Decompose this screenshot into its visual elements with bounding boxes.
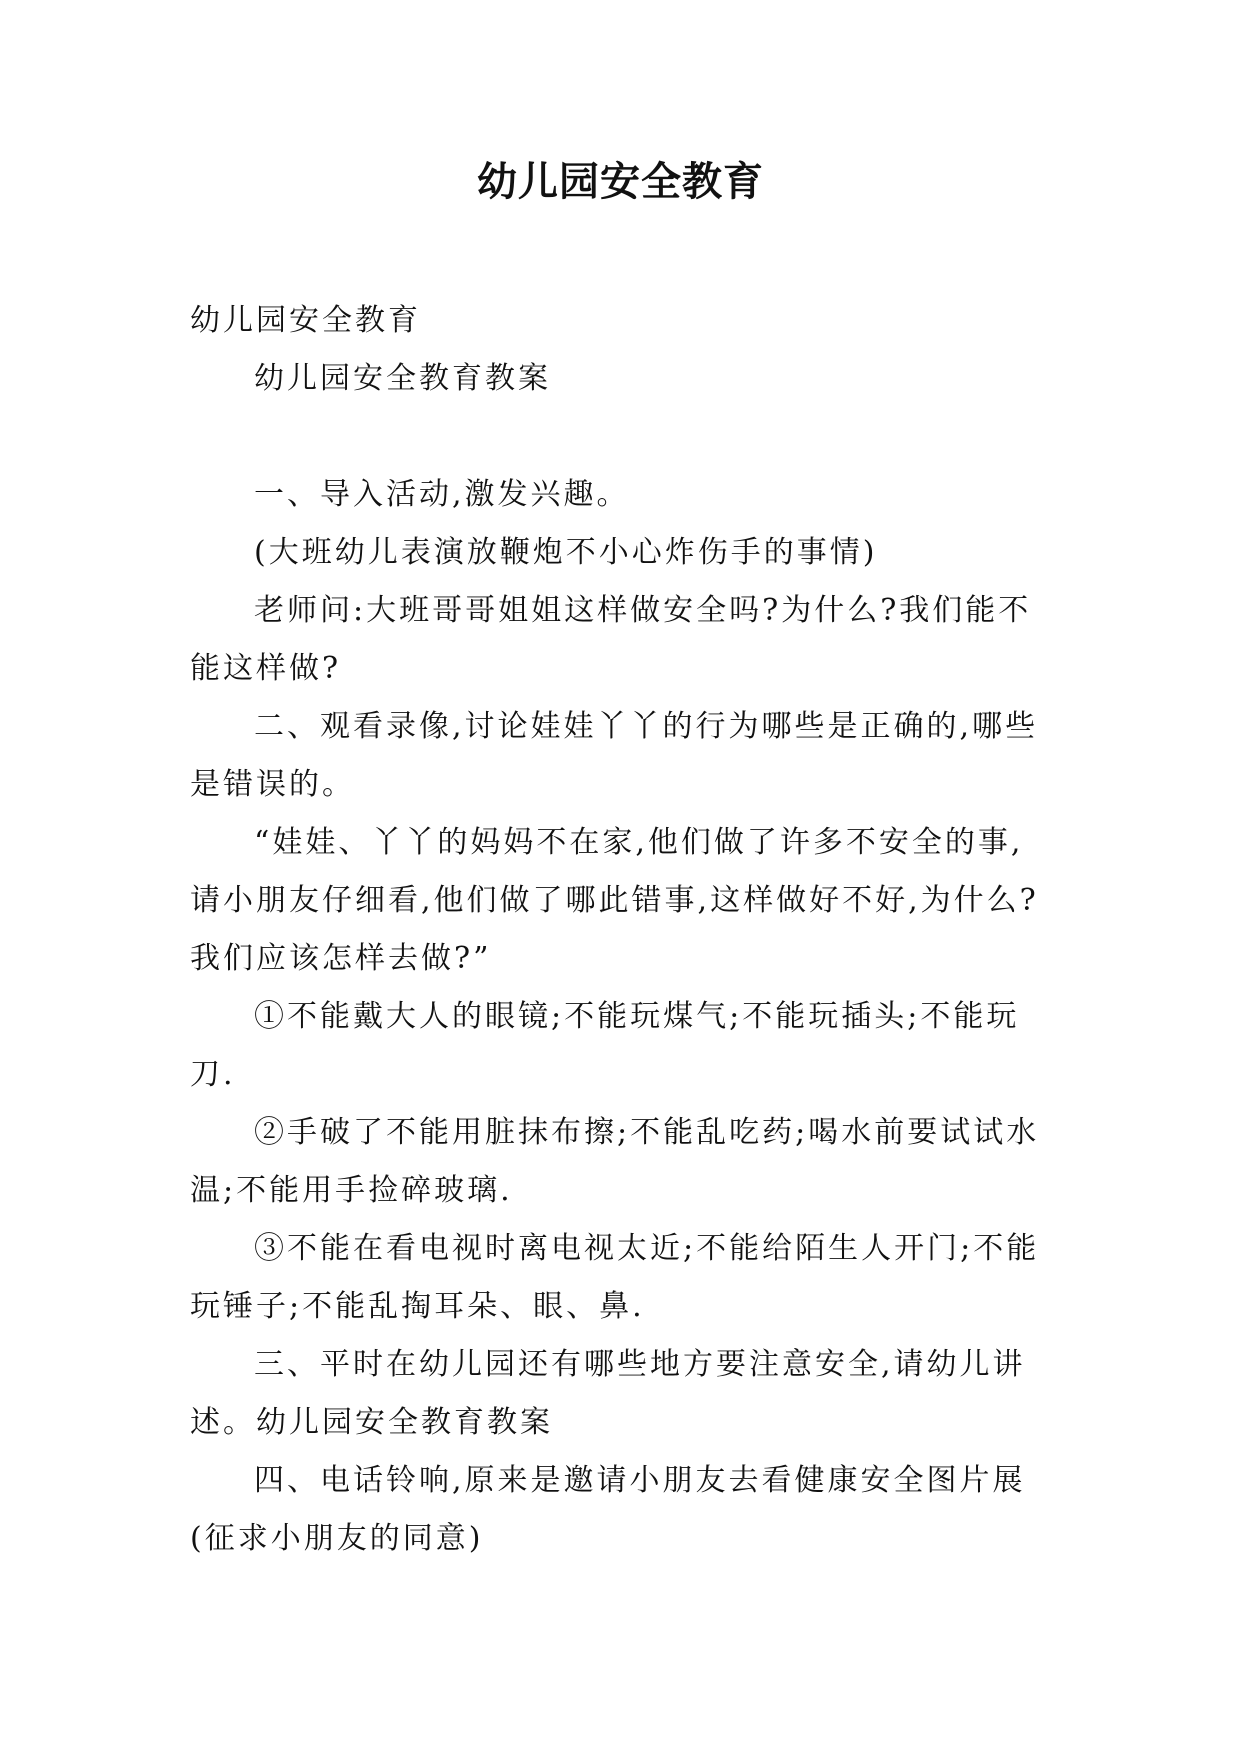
paragraph-performance-note: (大班幼儿表演放鞭炮不小心炸伤手的事情) xyxy=(254,535,878,570)
paragraph-section-one: 一、导入活动,激发兴趣。 xyxy=(254,477,630,512)
document-title: 幼儿园安全教育 xyxy=(477,159,764,205)
paragraph-rule-one: ①不能戴大人的眼镜;不能玩煤气;不能玩插头;不能玩刀. xyxy=(190,999,1020,1092)
paragraph-section-three: 三、平时在幼儿园还有哪些地方要注意安全,请幼儿讲述。幼儿园安全教育教案 xyxy=(190,1347,1026,1440)
paragraph-section-four: 四、电话铃响,原来是邀请小朋友去看健康安全图片展(征求小朋友的同意) xyxy=(190,1463,1026,1556)
paragraph-subtitle: 幼儿园安全教育教案 xyxy=(254,361,551,396)
paragraph-rule-two: ②手破了不能用脏抹布擦;不能乱吃药;喝水前要试试水温;不能用手捡碎玻璃. xyxy=(190,1115,1040,1208)
paragraph-teacher-question: 老师问:大班哥哥姐姐这样做安全吗?为什么?我们能不能这样做? xyxy=(190,593,1032,686)
paragraph-video-quote: “娃娃、丫丫的妈妈不在家,他们做了许多不安全的事,请小朋友仔细看,他们做了哪此错事,这样做好不好,为什么?我们应该怎样去做?” xyxy=(190,825,1039,976)
paragraph-rule-three: ③不能在看电视时离电视太近;不能给陌生人开门;不能玩锤子;不能乱掏耳朵、眼、鼻. xyxy=(190,1231,1040,1324)
paragraph-section-two: 二、观看录像,讨论娃娃丫丫的行为哪些是正确的,哪些是错误的。 xyxy=(190,709,1039,802)
document-body xyxy=(190,292,1050,1568)
paragraph-heading: 幼儿园安全教育 xyxy=(190,303,421,338)
